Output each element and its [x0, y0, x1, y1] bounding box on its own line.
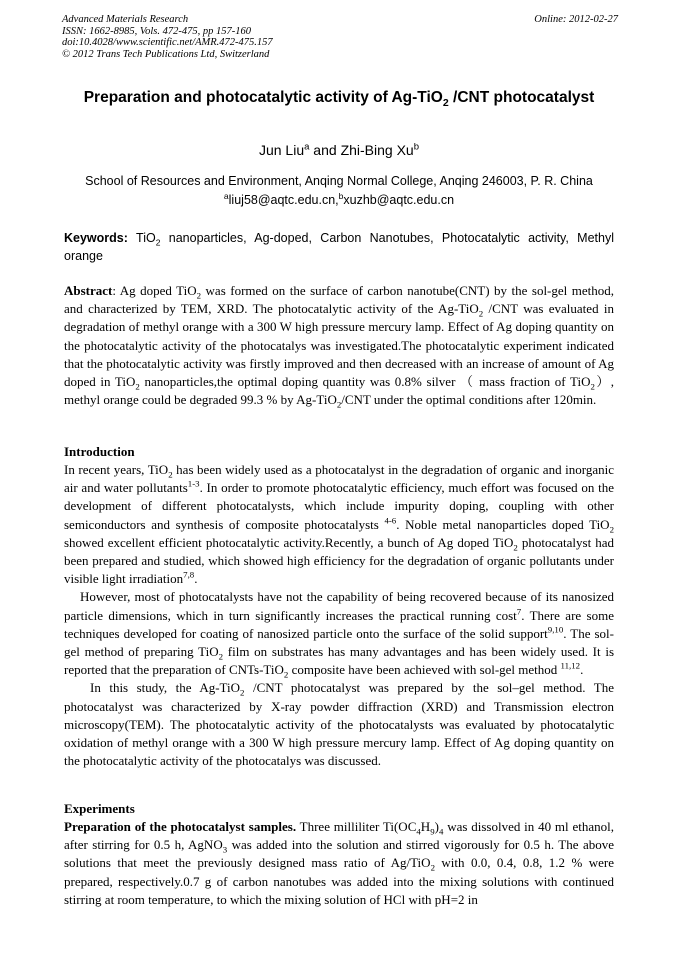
- author-emails: $^a$liuj58@aqtc.edu.cn,$^b$xuzhb@aqtc.edu.cn: [223, 190, 455, 207]
- experiments-heading: Experiments: [64, 801, 135, 816]
- introduction-body: [64, 461, 614, 770]
- abstract-label: Abstract: [64, 283, 113, 298]
- doi-line: doi:10.4028/www.scientific.net/AMR.472-475.157: [62, 37, 273, 48]
- copyright-line: © 2012 Trans Tech Publications Ltd, Switzerland: [62, 48, 270, 60]
- keywords: Keywords: TiO$_2$ nanoparticles, Ag-doped, Carbon Nanotubes, Photocatalytic activity, Methyl orange: [64, 231, 614, 263]
- journal-header: [62, 14, 618, 60]
- author-2: Zhi-Bing Xu: [340, 142, 414, 158]
- issn-line: ISSN: 1662-8985, Vols. 472-475, pp 157-160: [62, 25, 251, 37]
- intro-paragraph-1: In recent years, TiO$_2$ has been widely used as a photocatalyst in the degradation of organic and inorganic air and water pollutants$^{1-3}$. In order to promote photocatalytic efficiency, much effort was focused on the development of different photocatalysts, which include impurity doping, coupling with other semiconductors and synthesis of composite photocatalysts $^{4-6}$. Noble metal nanoparticles doped TiO$_2$ showed excellent efficient photocatalytic activity.Recently, a bunch of Ag doped TiO$_2$ photocatalyst had been prepared and studied, which showed high efficiency for the degradation of organic pollutants under visible light irradiation$^{7,8}$.: [64, 462, 614, 587]
- intro-paragraph-2: However, most of photocatalysts have not the capability of being recovered because of its nanosized particle dimensions, which in turn significantly increases the practical running cost$^7$. There are some techniques developed for coating of nanosized particle onto the surface of the solid support$^{9,10}$. The sol-gel method of preparing TiO$_2$ film on substrates has many advantages and has been widely used. It is reported that the preparation of CNTs-TiO$_2$ composite have been achieved with sol-gel method $^{11,12}$.: [64, 589, 615, 680]
- intro-paragraph-3: In this study, the Ag-TiO$_2$ /CNT photocatalyst was prepared by the sol–gel method. The photocatalyst was characterized by X-ray powder diffraction (XRD) and Transmission electron microscopy(TEM). The photocatalytic activity of the photocatalysts was evaluated by photocatalytic oxidation of methyl orange with a 300 W high pressure mercury lamp. Effect of Ag doping quantity on the photocatalytic activity of the photocatalys was discussed.: [64, 680, 614, 769]
- paper-title: Preparation and photocatalytic activity of Ag-TiO$_2$ /CNT photocatalyst: [83, 89, 595, 110]
- online-date: Online: 2012-02-27: [534, 14, 618, 25]
- authors-line: Jun Liu$^a$ and Zhi-Bing Xu$^b$: [258, 141, 420, 158]
- author-1: Jun Liu: [258, 142, 305, 158]
- abstract: Abstract: Ag doped TiO$_2$ was formed on the surface of carbon nanotube(CNT) by the sol-gel method, and characterized by TEM, XRD. The photocatalytic activity of the Ag-TiO$_2$ /CNT was evaluated in degradation of methyl orange with a 300 W high pressure mercury lamp. Effect of Ag doping quantity on the photocatalytic activity of the photocatalys was investigated.The photocatalytic experiment indicated that the photocatalytic activity was firstly improved and then decreased with an increase of amount of Ag doped in TiO$_2$ nanoparticles,the optimal doping quantity was 0.8% silver （ mass fraction of TiO$_2$）, methyl orange could be degraded 99.3 % by Ag-TiO$_2$/CNT under the optimal conditions after 120min.: [64, 283, 615, 410]
- affiliation: School of Resources and Environment, Anqing Normal College, Anqing 246003, P. R. China: [85, 174, 593, 188]
- keywords-label: Keywords:: [64, 231, 128, 245]
- journal-name: Advanced Materials Research: [62, 14, 189, 25]
- introduction-heading: Introduction: [64, 444, 135, 459]
- experiments-body: Preparation of the photocatalyst samples. Three milliliter $Ti(OC_4H_9)_4$ was dissolved in 40 ml ethanol, after stirring for 0.5 h, AgNO$_3$ was added into the solution and stirred vigorously for 0.5 h. The above solutions that meet the previously designed mass ratio of Ag/TiO$_2$ with 0.0, 0.4, 0.8, 1.2 % were prepared, respectively.0.7 g of carbon nanotubes was added into the mixing solutions with continued stirring at room temperature, to which the mixing solution of HCl with pH=2 in: [64, 819, 615, 907]
- email-b: xuzhb@aqtc.edu.cn: [343, 193, 455, 207]
- email-a: liuj58@aqtc.edu.cn,: [228, 193, 339, 207]
- preparation-subheading: Preparation of the photocatalyst samples.: [64, 819, 297, 834]
